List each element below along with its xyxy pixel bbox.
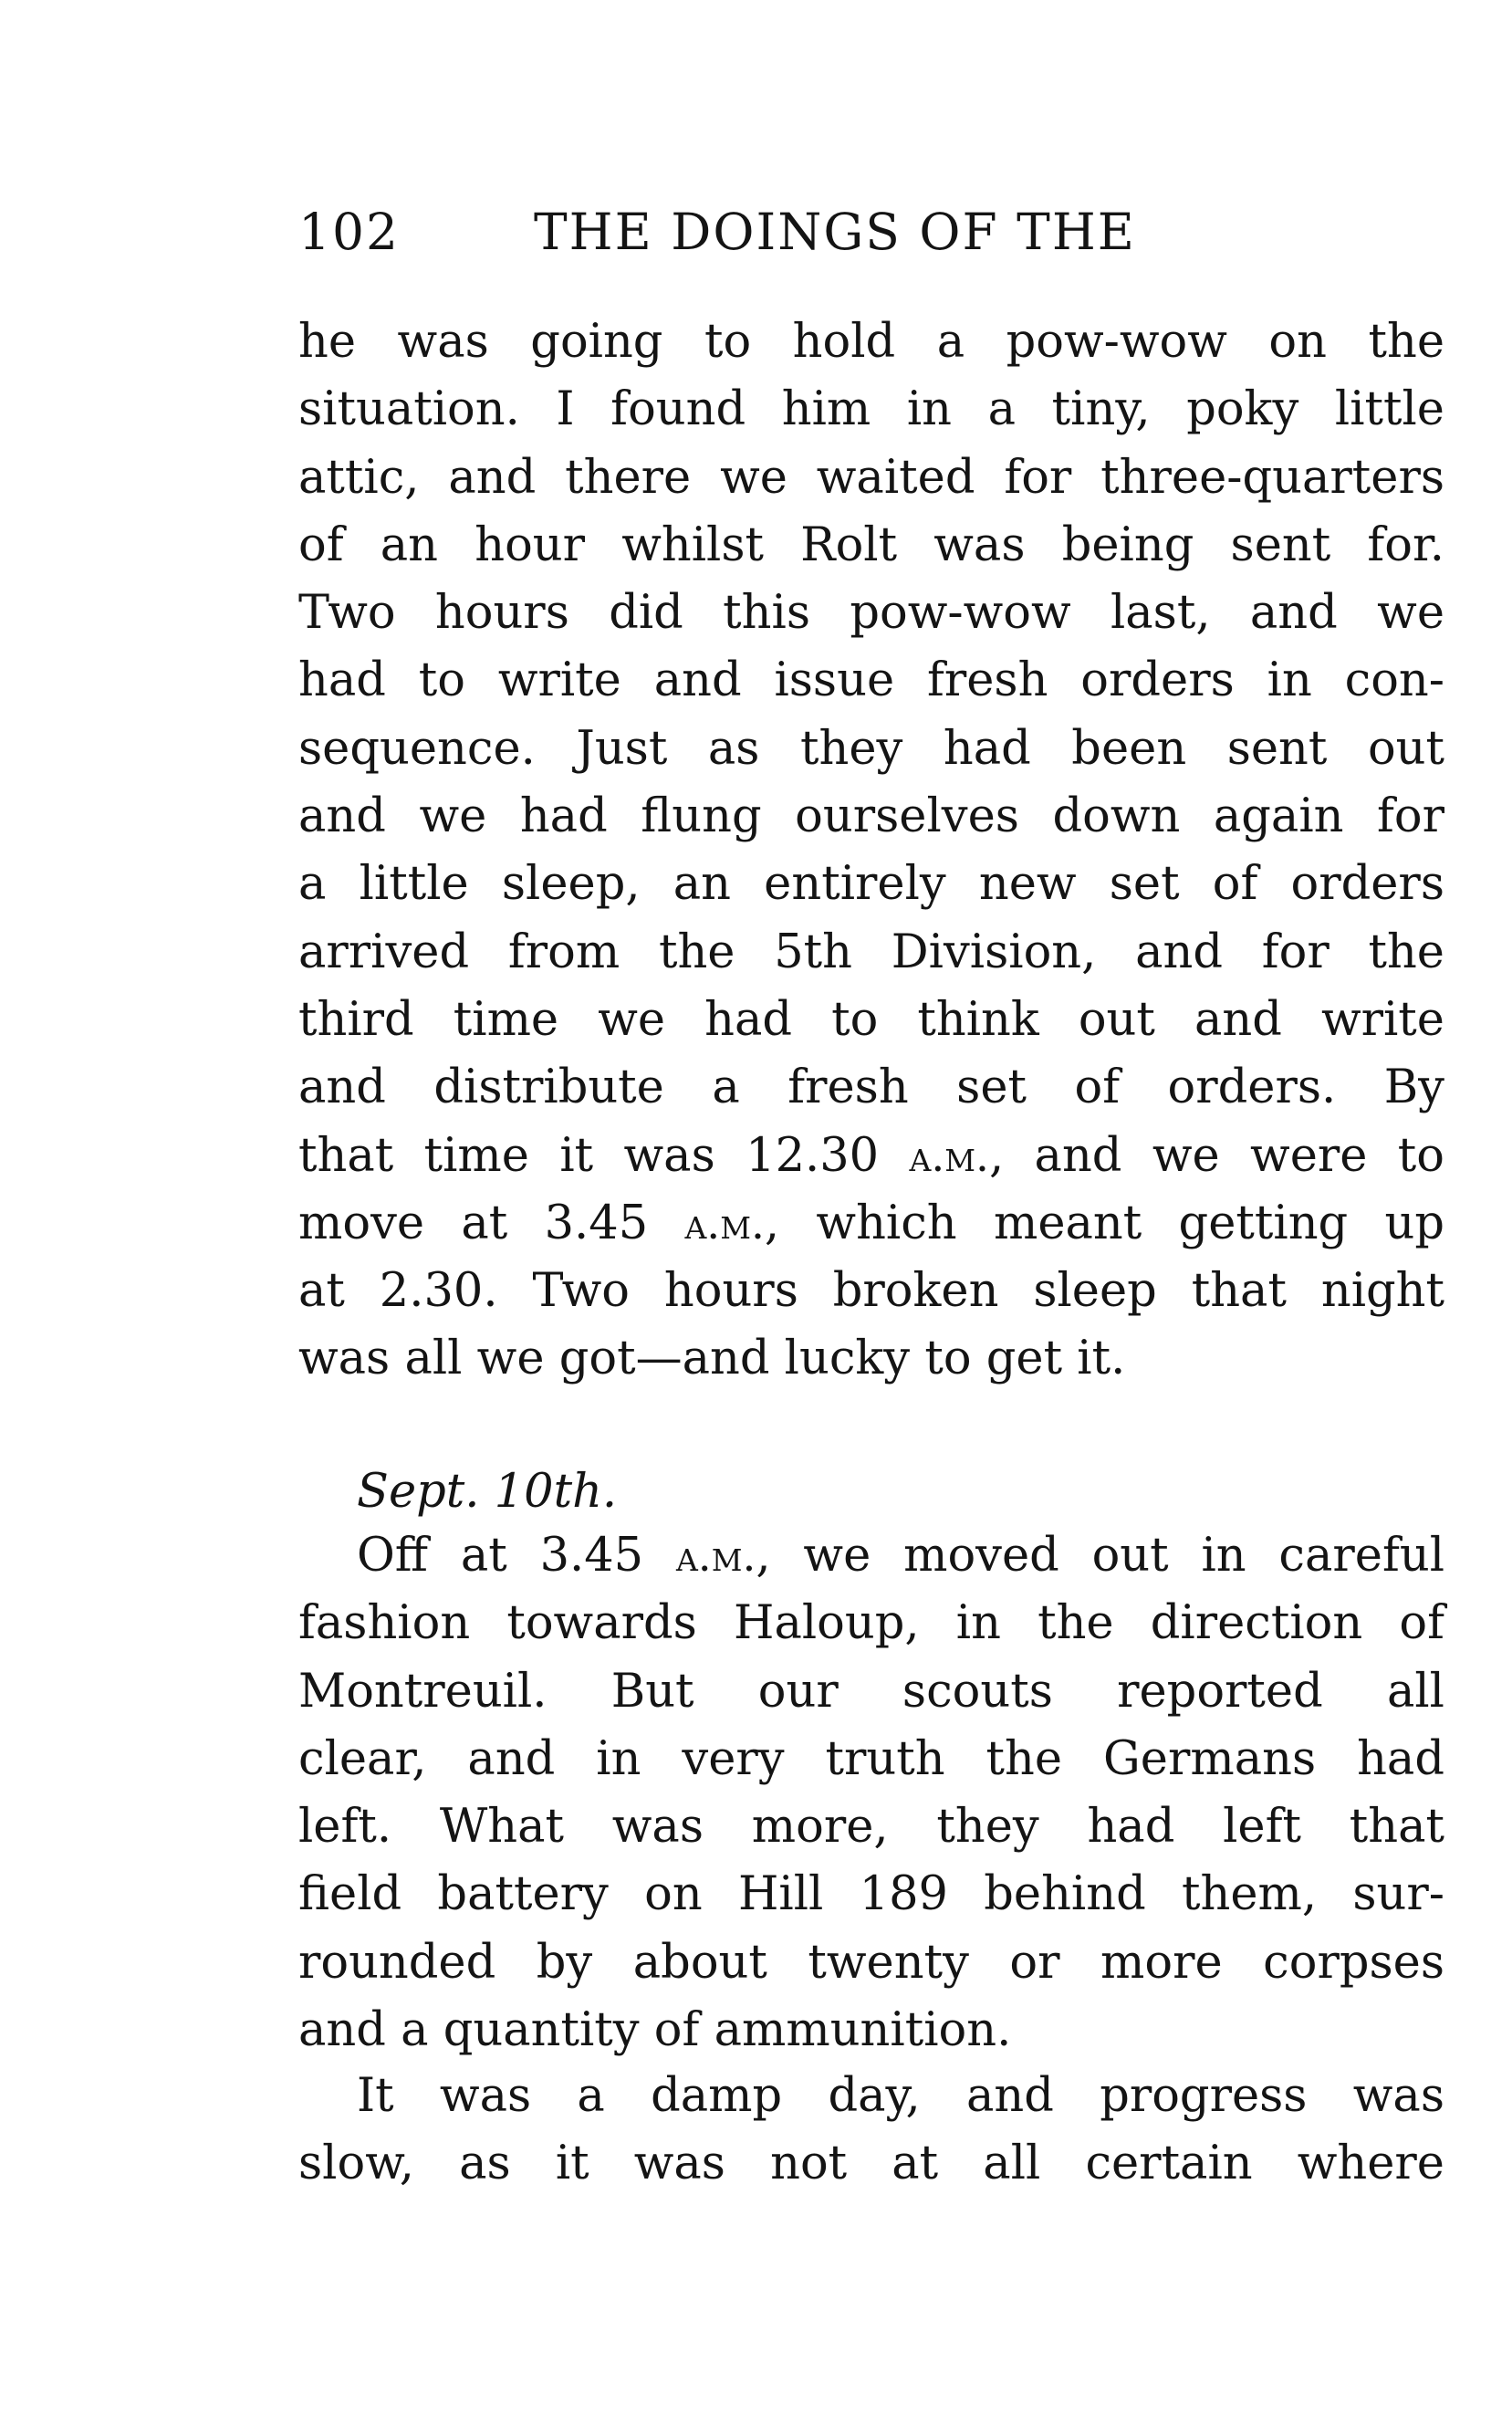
date-heading: Sept. 10th. xyxy=(357,1465,618,1519)
text-line: attic, and there we waited for three-quarters xyxy=(298,450,1444,505)
text-line: of an hour whilst Rolt was being sent for. xyxy=(298,517,1444,572)
text-line: slow, as it was not at all certain where xyxy=(298,2137,1444,2191)
text-line: situation. I found him in a tiny, poky little xyxy=(298,382,1444,437)
text-line: clear, and in very truth the Germans had xyxy=(298,1731,1444,1786)
running-title: THE DOINGS OF THE xyxy=(534,203,1136,261)
paragraph-continuation xyxy=(298,308,1444,1394)
text-line: Off at 3.45 a.m., we moved out in careful xyxy=(357,1529,1444,1583)
page-number: 102 xyxy=(298,203,400,261)
text-line: third time we had to think out and write xyxy=(298,992,1444,1047)
date-heading-block xyxy=(298,1458,1444,1526)
text-line: rounded by about twenty or more corpses xyxy=(298,1935,1444,1990)
text-line: arrived from the 5th Division, and for the xyxy=(298,925,1444,979)
text-line: that time it was 12.30 a.m., and we were to xyxy=(298,1128,1445,1183)
text-line: had to write and issue fresh orders in con- xyxy=(298,653,1444,708)
text-line: sequence. Just as they had been sent out xyxy=(298,721,1444,776)
text-line: and we had flung ourselves down again for xyxy=(298,789,1444,844)
text-line: a little sleep, an entirely new set of orders xyxy=(298,857,1444,912)
text-line: left. What was more, they had left that xyxy=(298,1800,1444,1855)
text-line: Two hours did this pow-wow last, and we xyxy=(298,586,1444,641)
text-line: and a quantity of ammunition. xyxy=(298,2003,1012,2058)
text-line: move at 3.45 a.m., which meant getting up xyxy=(298,1196,1444,1250)
text-line: field battery on Hill 189 behind them, sur- xyxy=(298,1867,1444,1922)
text-line: fashion towards Haloup, in the direction of xyxy=(298,1596,1444,1651)
text-line: and distribute a fresh set of orders. By xyxy=(298,1061,1444,1115)
text-line: at 2.30. Two hours broken sleep that night xyxy=(298,1264,1444,1319)
running-head xyxy=(298,203,1211,261)
text-line: was all we got—and lucky to get it. xyxy=(298,1332,1126,1386)
paragraph xyxy=(298,1522,1444,2064)
text-line: It was a damp day, and progress was xyxy=(357,2069,1444,2123)
text-line: he was going to hold a pow-wow on the xyxy=(298,315,1444,369)
paragraph xyxy=(298,2063,1444,2199)
text-line: Montreuil. But our scouts reported all xyxy=(298,1664,1444,1719)
